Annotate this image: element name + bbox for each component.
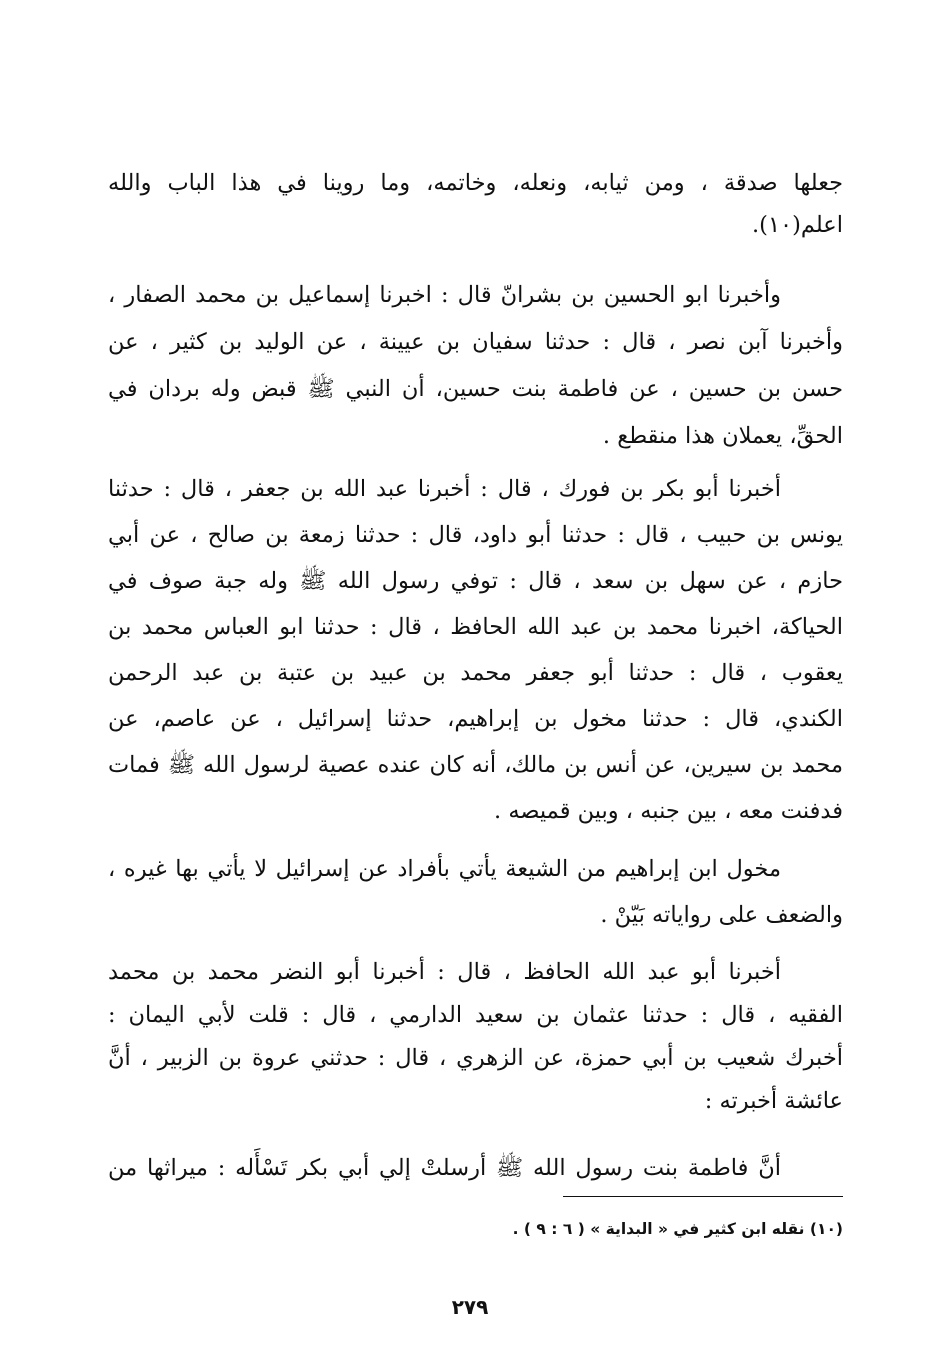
text-line: أخبرك شعيب بن أبي حمزة، عن الزهري ، قال : حدثني عروة بن الزبير ، أنَّ [108,1045,843,1071]
text-line: فدفنت معه ، بين جنبه ، وبين قميصه . [494,798,843,824]
text-line: أخبرنا أبو بكر بن فورك ، قال : أخبرنا عبد الله بن جعفر ، قال : حدثنا [108,476,781,502]
paragraph-2 [108,274,843,449]
paragraph-3 [108,468,843,832]
text-line: الفقيه ، قال : حدثنا عثمان بن سعيد الدارمي ، قال : قلت لأبي اليمان : [108,1002,843,1028]
text-line: يونس بن حبيب ، قال : حدثنا أبو داود، قال : حدثنا زمعة بن صالح ، عن أبي [108,522,843,548]
text-line: عائشة أخبرته : [704,1088,843,1114]
footnote-divider [563,1196,843,1197]
text-line: والضعف على رواياته بَيّنْ . [600,902,843,928]
text-line: حسن بن حسين ، عن فاطمة بنت حسين، أن النبي ﷺ قبض وله بردان في [108,376,843,402]
text-line: حازم ، عن سهل بن سعد ، قال : توفي رسول الله ﷺ وله جبة صوف في [108,568,843,594]
text-line: يعقوب ، قال : حدثنا أبو جعفر محمد بن عبيد بن عتبة بن عبد الرحمن [108,660,843,686]
text-line: وأخبرنا آبن نصر ، قال : حدثنا سفيان بن عيينة ، عن الوليد بن كثير ، عن [108,329,843,355]
text-line: مخول ابن إبراهيم من الشيعة يأتي بأفراد عن إسرائيل لا يأتي بها غيره ، [108,856,781,882]
paragraph-6 [108,1147,843,1189]
text-line: وأخبرنا ابو الحسين بن بشرانّ قال : اخبرنا إسماعيل بن محمد الصفار ، [108,282,781,308]
page-number: ٢٧٩ [451,1295,489,1319]
text-line: الكندي، قال : حدثنا مخول بن إبراهيم، حدثنا إسرائيل ، عن عاصم، عن [108,706,843,732]
paragraph-5 [108,951,843,1131]
text-line: أنَّ فاطمة بنت رسول الله ﷺ أرسلتْ إلي أبي بكر تَسْأَله : ميراثها من [108,1155,781,1181]
text-line: اعلم(١٠). [752,212,843,238]
text-line: جعلها صدقة ، ومن ثيابه، ونعله، وخاتمه، وما روينا في هذا الباب والله [108,170,843,196]
paragraph-4 [108,848,843,938]
text-line: الحياكة، اخبرنا محمد بن عبد الله الحافظ ، قال : حدثنا ابو العباس محمد بن [108,614,843,640]
text-line: محمد بن سيرين، عن أنس بن مالك، أنه كان عنده عصية لرسول الله ﷺ فمات [108,752,843,778]
text-line: الحقِّ، يعملان هذا منقطع . [602,423,843,449]
paragraph-1 [108,162,843,246]
text-line: أخبرنا أبو عبد الله الحافظ ، قال : أخبرنا أبو النضر محمد بن محمد [108,959,781,985]
footnote: (١٠) نقله ابن كثير في « البداية » ( ٦ : ٩ ) . [512,1220,843,1238]
